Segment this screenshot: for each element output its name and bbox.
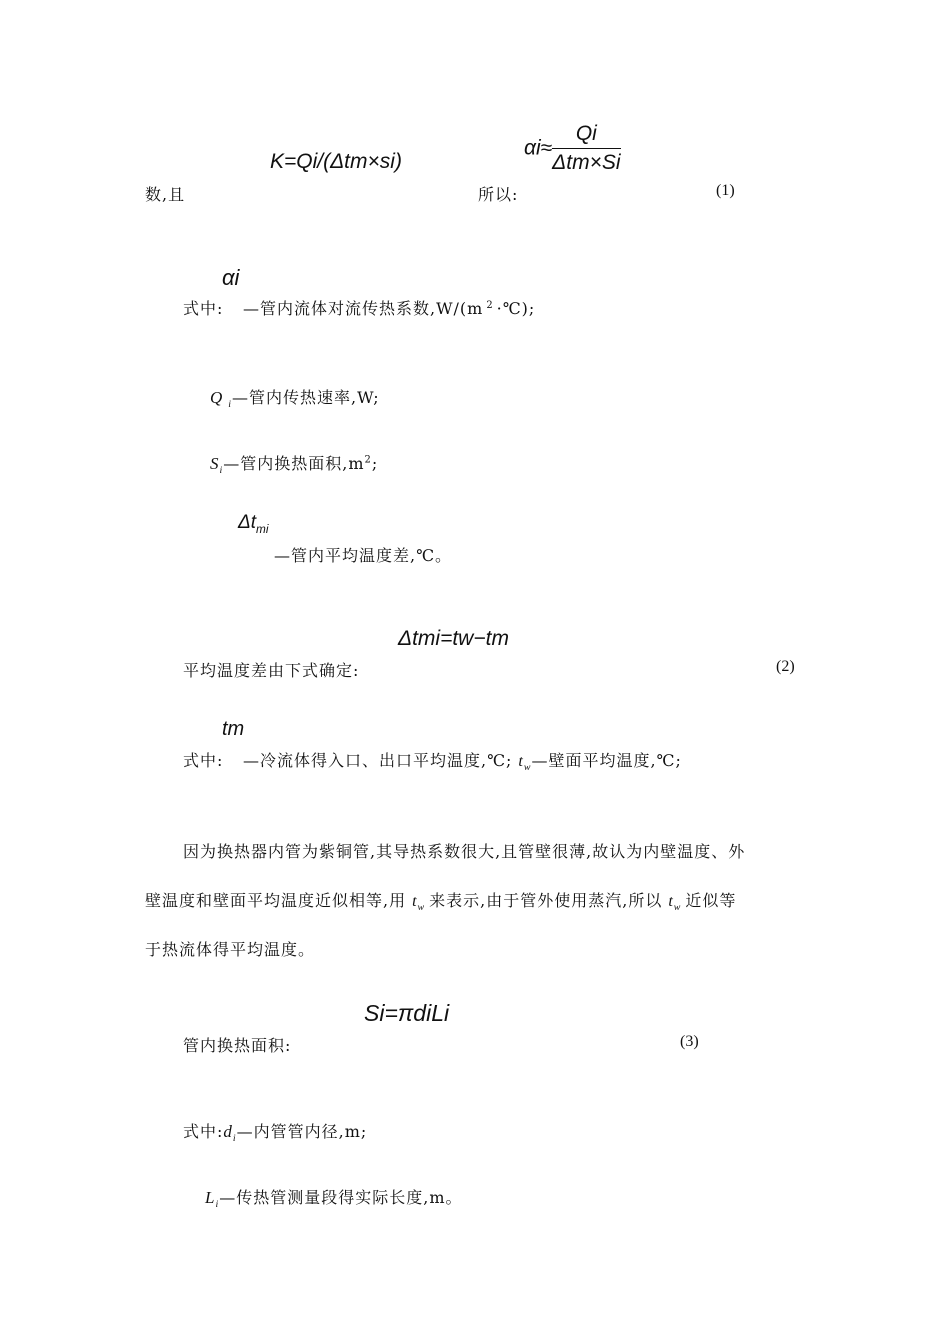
paragraph-tw-symbol-2: t bbox=[668, 893, 674, 910]
eq1-middle-text: 所以: bbox=[478, 185, 519, 204]
dt-desc: —管内平均温度差,℃。 bbox=[274, 546, 452, 565]
eq3-formula: Si=πdiLi bbox=[364, 1000, 450, 1026]
S-unit-sup: 2 bbox=[364, 454, 372, 466]
paragraph-tw-symbol-1: t bbox=[412, 893, 418, 910]
defs2-intro: 式中: bbox=[183, 751, 224, 770]
eq1-fraction bbox=[552, 122, 620, 175]
eq1-fraction-numerator: Qi bbox=[552, 122, 620, 149]
Q-subscript: i bbox=[228, 399, 233, 411]
L-definition bbox=[205, 1185, 463, 1210]
tw-subscript: w bbox=[523, 762, 532, 774]
paragraph-line-2-b: 来表示,由于管外使用蒸汽,所以 bbox=[429, 891, 663, 910]
tm-tw-definition bbox=[243, 748, 682, 773]
paragraph-line-2-c: 近似等 bbox=[685, 891, 737, 910]
eq1-formula-K: K=Qi/(Δtm×si) bbox=[270, 150, 402, 173]
alpha-definition bbox=[243, 296, 535, 319]
L-subscript: i bbox=[215, 1199, 220, 1211]
paragraph-line-1: 因为换热器内管为紫铜管,其导热系数很大,且管壁很薄,故认为内壁温度、外 bbox=[183, 842, 746, 861]
eq2-number: (2) bbox=[776, 658, 795, 675]
Q-symbol: Q bbox=[210, 388, 224, 407]
paragraph-line-2 bbox=[145, 888, 736, 913]
S-symbol: S bbox=[210, 454, 220, 473]
eq1-number: (1) bbox=[716, 182, 735, 199]
eq3-number: (3) bbox=[680, 1033, 699, 1050]
alpha-desc: —管内流体对流传热系数,W/(m bbox=[243, 299, 484, 318]
paragraph-tw-subscript-2: w bbox=[673, 902, 682, 914]
eq1-alpha-lhs: αi≈ bbox=[524, 136, 553, 160]
S-desc: —管内换热面积,m bbox=[223, 454, 365, 473]
defs3-intro: 式中: bbox=[183, 1122, 224, 1141]
alpha-unit-sup: 2 bbox=[486, 299, 494, 311]
d-desc: —内管管内径,m; bbox=[236, 1122, 368, 1141]
eq1-alpha-formula bbox=[524, 122, 621, 175]
dt-sym: Δt bbox=[238, 512, 257, 533]
eq1-left-text: 数,且 bbox=[145, 185, 186, 204]
d-symbol: d bbox=[223, 1122, 233, 1141]
Q-desc: —管内传热速率,W; bbox=[232, 388, 380, 407]
tw-symbol: t bbox=[518, 753, 524, 770]
dt-symbol bbox=[238, 512, 268, 536]
defs1-intro: 式中: bbox=[183, 299, 224, 318]
dt-subscript: mi bbox=[256, 522, 269, 536]
paragraph-line-2-a: 壁温度和壁面平均温度近似相等,用 bbox=[145, 891, 407, 910]
S-definition bbox=[210, 451, 378, 476]
paragraph-line-3: 于热流体得平均温度。 bbox=[145, 940, 316, 959]
S-end: ; bbox=[371, 454, 379, 473]
d-definition bbox=[183, 1119, 367, 1144]
alpha-symbol: αi bbox=[222, 265, 240, 290]
eq2-text: 平均温度差由下式确定: bbox=[183, 661, 360, 680]
alpha-unit-end: ·℃); bbox=[496, 299, 536, 318]
tm-symbol: tm bbox=[222, 718, 245, 740]
eq1-fraction-denominator: Δtm×Si bbox=[552, 151, 621, 174]
tw-desc: —壁面平均温度,℃; bbox=[531, 751, 682, 770]
Q-definition bbox=[210, 385, 380, 410]
L-desc: —传热管测量段得实际长度,m。 bbox=[219, 1188, 463, 1207]
d-subscript: i bbox=[232, 1133, 237, 1145]
L-symbol: L bbox=[205, 1188, 216, 1207]
S-subscript: i bbox=[219, 465, 224, 477]
paragraph-tw-subscript-1: w bbox=[417, 902, 426, 914]
eq2-formula: Δtmi=tw−tm bbox=[398, 627, 509, 650]
eq3-text: 管内换热面积: bbox=[183, 1036, 292, 1055]
tm-desc: —冷流体得入口、出口平均温度,℃; bbox=[243, 751, 513, 770]
